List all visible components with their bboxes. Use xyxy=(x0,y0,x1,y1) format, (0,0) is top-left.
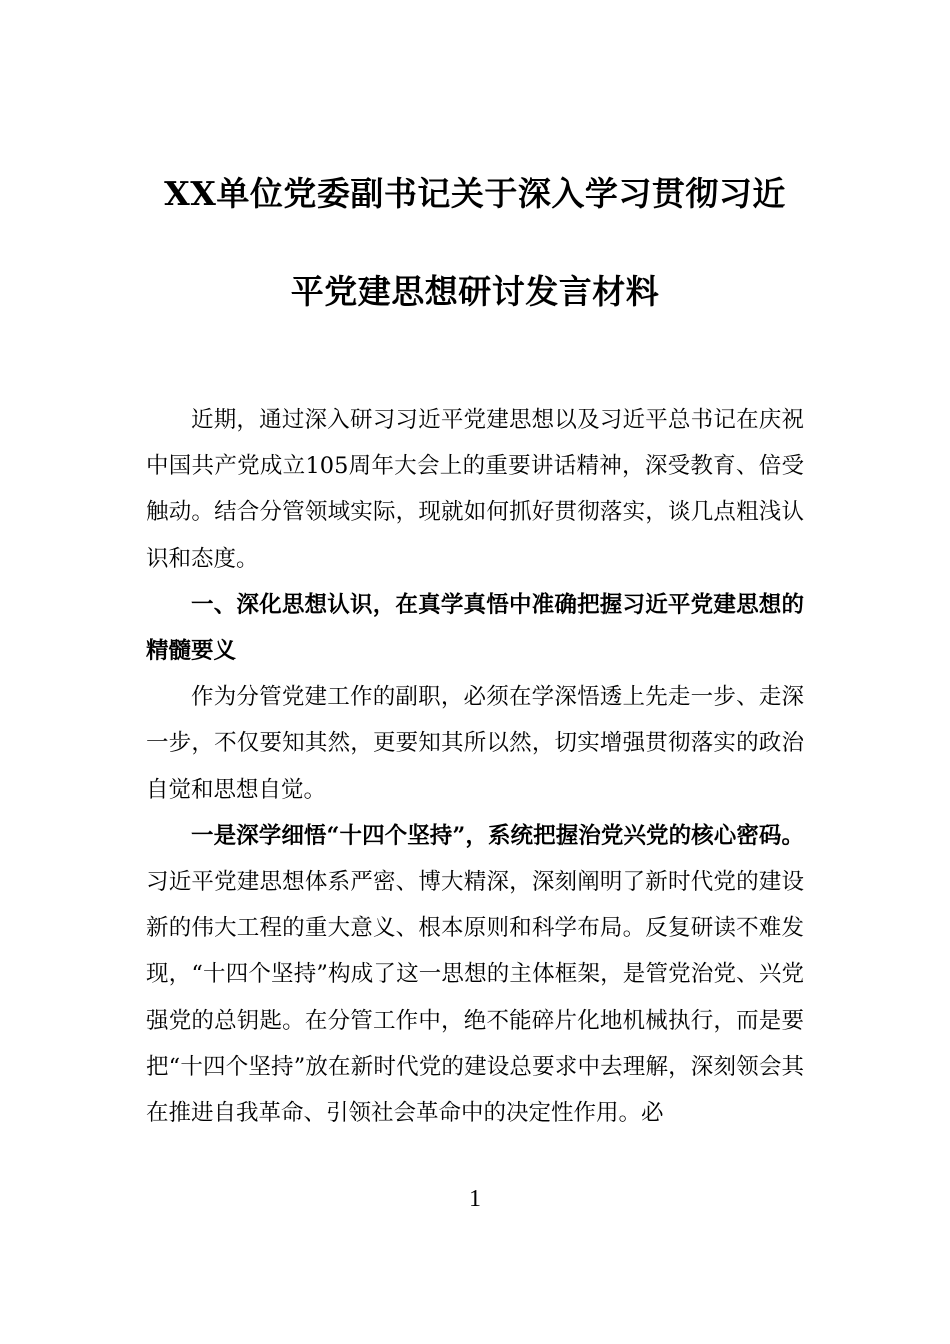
document-body xyxy=(146,397,804,1136)
point-1-body: 习近平党建思想体系严密、博大精深，深刻阐明了新时代党的建设新的伟大工程的重大意义、根本原则和科学布局。反复研读不难发现，“十四个坚持”构成了这一思想的主体框架，是管党治党、兴党强党的总钥匙。在分管工作中，绝不能碎片化地机械执行，而是要把“十四个坚持”放在新时代党的建设总要求中去理解，深刻领会其在推进自我革命、引领社会革命中的决定性作用。必 xyxy=(146,869,804,1127)
section-1-intro-paragraph: 作为分管党建工作的副职，必须在学深悟透上先走一步、走深一步，不仅要知其然，更要知其所以然，切实增强贯彻落实的政治自觉和思想自觉。 xyxy=(146,684,804,803)
intro-paragraph: 近期，通过深入研习习近平党建思想以及习近平总书记在庆祝中国共产党成立105周年大会上的重要讲话精神，深受教育、倍受触动。结合分管领域实际，现就如何抓好贯彻落实，谈几点粗浅认识和态度。 xyxy=(146,407,804,572)
section-heading-1: 一、深化思想认识，在真学真悟中准确把握习近平党建思想的精髓要义 xyxy=(146,591,804,665)
point-1-paragraph xyxy=(146,813,804,1136)
document-title-line-2: 平党建思想研讨发言材料 xyxy=(290,272,660,311)
page-number: 1 xyxy=(469,1186,481,1212)
point-1-lead: 一是深学细悟“十四个坚持”，系统把握治党兴党的核心密码。 xyxy=(191,822,804,849)
document-title-line-1: XX单位党委副书记关于深入学习贯彻习近 xyxy=(164,174,786,213)
